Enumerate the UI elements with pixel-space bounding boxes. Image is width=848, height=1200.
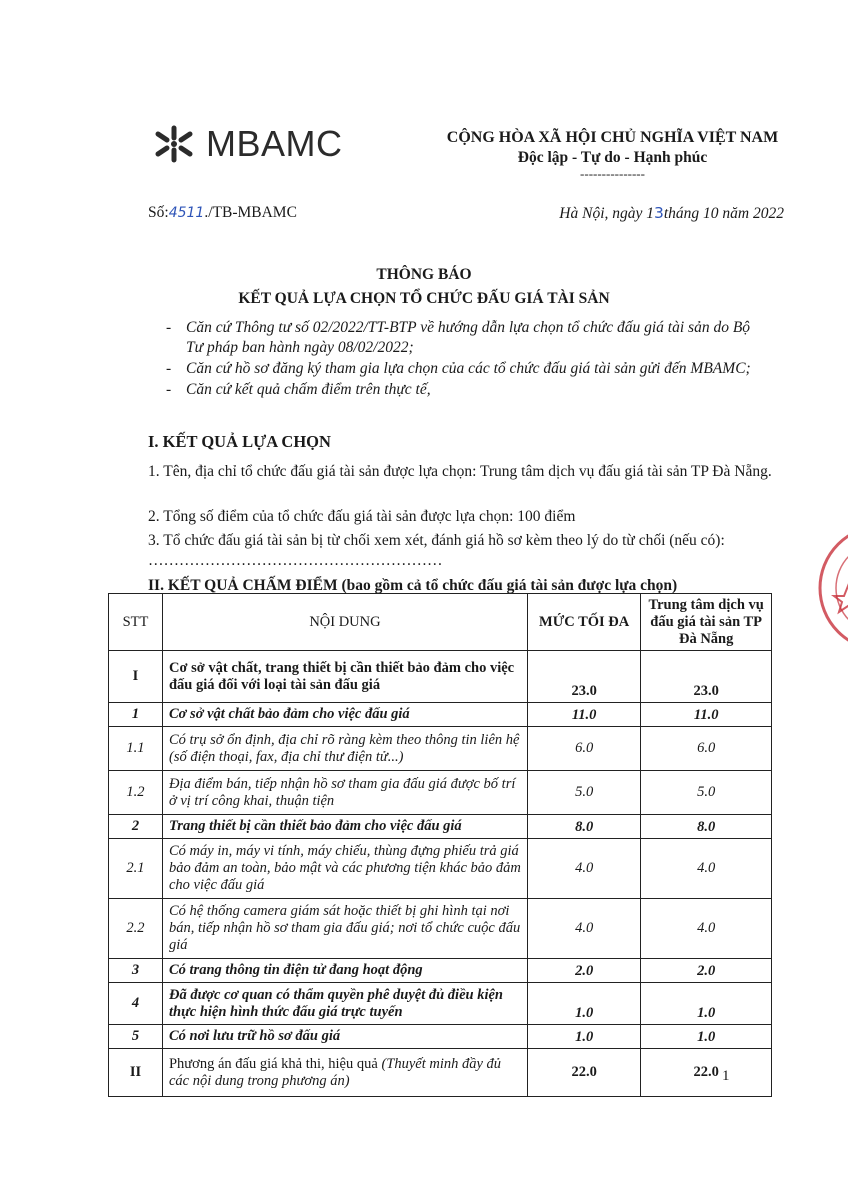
- row-max: 23.0: [527, 651, 640, 703]
- row-stt: 4: [109, 983, 163, 1025]
- row-score: 22.0: [641, 1049, 772, 1097]
- row-max: 2.0: [527, 959, 640, 983]
- section1-item3: 3. Tổ chức đấu giá tài sản bị từ chối xem xét, đánh giá hồ sơ kèm theo lý do từ chối (nếu có): …………………………………………………: [148, 532, 725, 569]
- row-stt: 2.1: [109, 839, 163, 899]
- row-content: Đã được cơ quan có thẩm quyền phê duyệt đủ điều kiện thực hiện hình thức đấu giá trực tuyến: [162, 983, 527, 1025]
- header-content: NỘI DUNG: [162, 594, 527, 651]
- table-row: [109, 899, 772, 959]
- row-max: 6.0: [527, 727, 640, 771]
- row-score: 6.0: [641, 727, 772, 771]
- row-score: 4.0: [641, 899, 772, 959]
- row-content: Có hệ thống camera giám sát hoặc thiết bị ghi hình tại nơi bán, tiếp nhận hồ sơ tham gia đấu giá; nơi tổ chức cuộc đấu giá: [162, 899, 527, 959]
- row-max: 11.0: [527, 703, 640, 727]
- row-max: 22.0: [527, 1049, 640, 1097]
- nation-line1: CỘNG HÒA XÃ HỘI CHỦ NGHĨA VIỆT NAM: [446, 129, 779, 146]
- row-content: Cơ sở vật chất, trang thiết bị cần thiết bảo đảm cho việc đấu giá đối với loại tài sản đấu giá: [162, 651, 527, 703]
- table-row: [109, 983, 772, 1025]
- row-max: 8.0: [527, 815, 640, 839]
- section1-heading: I. KẾT QUẢ LỰA CHỌN: [148, 432, 331, 451]
- row-max: 4.0: [527, 899, 640, 959]
- nation-line2: Độc lập - Tự do - Hạnh phúc: [517, 149, 708, 166]
- table-row: [109, 959, 772, 983]
- document-number: [148, 204, 297, 222]
- section1-item2: 2. Tổng số điểm của tổ chức đấu giá tài sản được lựa chọn: 100 điểm: [148, 508, 576, 525]
- row-stt: I: [109, 651, 163, 703]
- legal-basis-item: - Căn cứ hồ sơ đăng ký tham gia lựa chọn của các tổ chức đấu giá tài sản gửi đến MBAMC;: [160, 359, 770, 379]
- table-row: [109, 703, 772, 727]
- row-max: 1.0: [527, 1025, 640, 1049]
- date-handwritten-digit: 3: [654, 204, 664, 222]
- notice-title: THÔNG BÁO: [376, 266, 472, 283]
- row-content: Địa điểm bán, tiếp nhận hồ sơ tham gia đấu giá được bố trí ở vị trí công khai, thuận tiện: [162, 771, 527, 815]
- document-date: [559, 204, 784, 223]
- table-row: [109, 1025, 772, 1049]
- row-content: Có nơi lưu trữ hồ sơ đấu giá: [162, 1025, 527, 1049]
- docno-handwritten-number: 4511: [168, 205, 205, 221]
- row-stt: II: [109, 1049, 163, 1097]
- legal-bases-list: [160, 318, 770, 401]
- section1-item1: 1. Tên, địa chỉ tổ chức đấu giá tài sản được lựa chọn: Trung tâm dịch vụ đấu giá tài sản TP Đà Nẵng.: [148, 463, 772, 480]
- national-motto: [420, 128, 805, 180]
- date-prefix: Hà Nội, ngày 1: [559, 205, 654, 222]
- row-max: 5.0: [527, 771, 640, 815]
- legal-basis-item: - Căn cứ kết quả chấm điểm trên thực tế,: [160, 380, 770, 400]
- legal-basis-item: - Căn cứ Thông tư số 02/2022/TT-BTP về hướng dẫn lựa chọn tổ chức đấu giá tài sản do Bộ Tư pháp ban hành ngày 08/02/2022;: [160, 318, 770, 358]
- row-max: 4.0: [527, 839, 640, 899]
- row-content-italic: (Thuyết minh đầy đủ các nội dung trong phương án): [168, 1055, 502, 1089]
- docno-suffix: ./TB-MBAMC: [204, 204, 297, 221]
- header-org: Trung tâm dịch vụ đấu giá tài sản TP Đà Nẵng: [641, 594, 772, 651]
- nation-rule: ---------------: [580, 166, 645, 181]
- row-score: 11.0: [641, 703, 772, 727]
- table-row: [109, 651, 772, 703]
- row-content: Trang thiết bị cần thiết bảo đảm cho việc đấu giá: [162, 815, 527, 839]
- row-content: Cơ sở vật chất bảo đảm cho việc đấu giá: [162, 703, 527, 727]
- page-number: 1: [722, 1068, 730, 1084]
- row-stt: 5: [109, 1025, 163, 1049]
- table-row: [109, 839, 772, 899]
- row-score: 23.0: [641, 651, 772, 703]
- row-stt: 1: [109, 703, 163, 727]
- row-stt: 2: [109, 815, 163, 839]
- header-stt: STT: [109, 594, 163, 651]
- row-score: 4.0: [641, 839, 772, 899]
- table-row: [109, 1049, 772, 1097]
- company-seal-stamp: [812, 518, 848, 658]
- row-stt: 1.1: [109, 727, 163, 771]
- table-row: [109, 815, 772, 839]
- star-burst-icon: [150, 122, 198, 166]
- section2-heading: II. KẾT QUẢ CHẤM ĐIỂM (bao gồm cả tổ chức đấu giá tài sản được lựa chọn): [148, 577, 678, 594]
- row-max: 1.0: [527, 983, 640, 1025]
- row-content-plain: Phương án đấu giá khả thi, hiệu quả: [168, 1055, 382, 1072]
- row-stt: 2.2: [109, 899, 163, 959]
- row-content: Có trụ sở ổn định, địa chỉ rõ ràng kèm theo thông tin liên hệ (số điện thoại, fax, địa chỉ thư điện tử...): [162, 727, 527, 771]
- company-logo: [150, 122, 343, 166]
- row-score: 1.0: [641, 1025, 772, 1049]
- row-stt: 3: [109, 959, 163, 983]
- row-stt: 1.2: [109, 771, 163, 815]
- row-score: 5.0: [641, 771, 772, 815]
- score-table: [108, 593, 772, 1097]
- row-content: [162, 1049, 527, 1097]
- date-suffix: tháng 10 năm 2022: [663, 205, 784, 222]
- logo-text: MBAMC: [206, 123, 343, 164]
- docno-prefix: Số:: [148, 204, 169, 221]
- row-score: 2.0: [641, 959, 772, 983]
- table-row: [109, 727, 772, 771]
- table-row: [109, 771, 772, 815]
- table-header-row: [109, 594, 772, 651]
- row-content: Có trang thông tin điện tử đang hoạt động: [162, 959, 527, 983]
- row-score: 1.0: [641, 983, 772, 1025]
- row-score: 8.0: [641, 815, 772, 839]
- header-max: MỨC TỐI ĐA: [527, 594, 640, 651]
- notice-subtitle: KẾT QUẢ LỰA CHỌN TỔ CHỨC ĐẤU GIÁ TÀI SẢN: [238, 290, 610, 307]
- row-content: Có máy in, máy vi tính, máy chiếu, thùng đựng phiếu trả giá bảo đảm an toàn, bảo mật và các phương tiện khác bảo đảm cho việc đấu giá: [162, 839, 527, 899]
